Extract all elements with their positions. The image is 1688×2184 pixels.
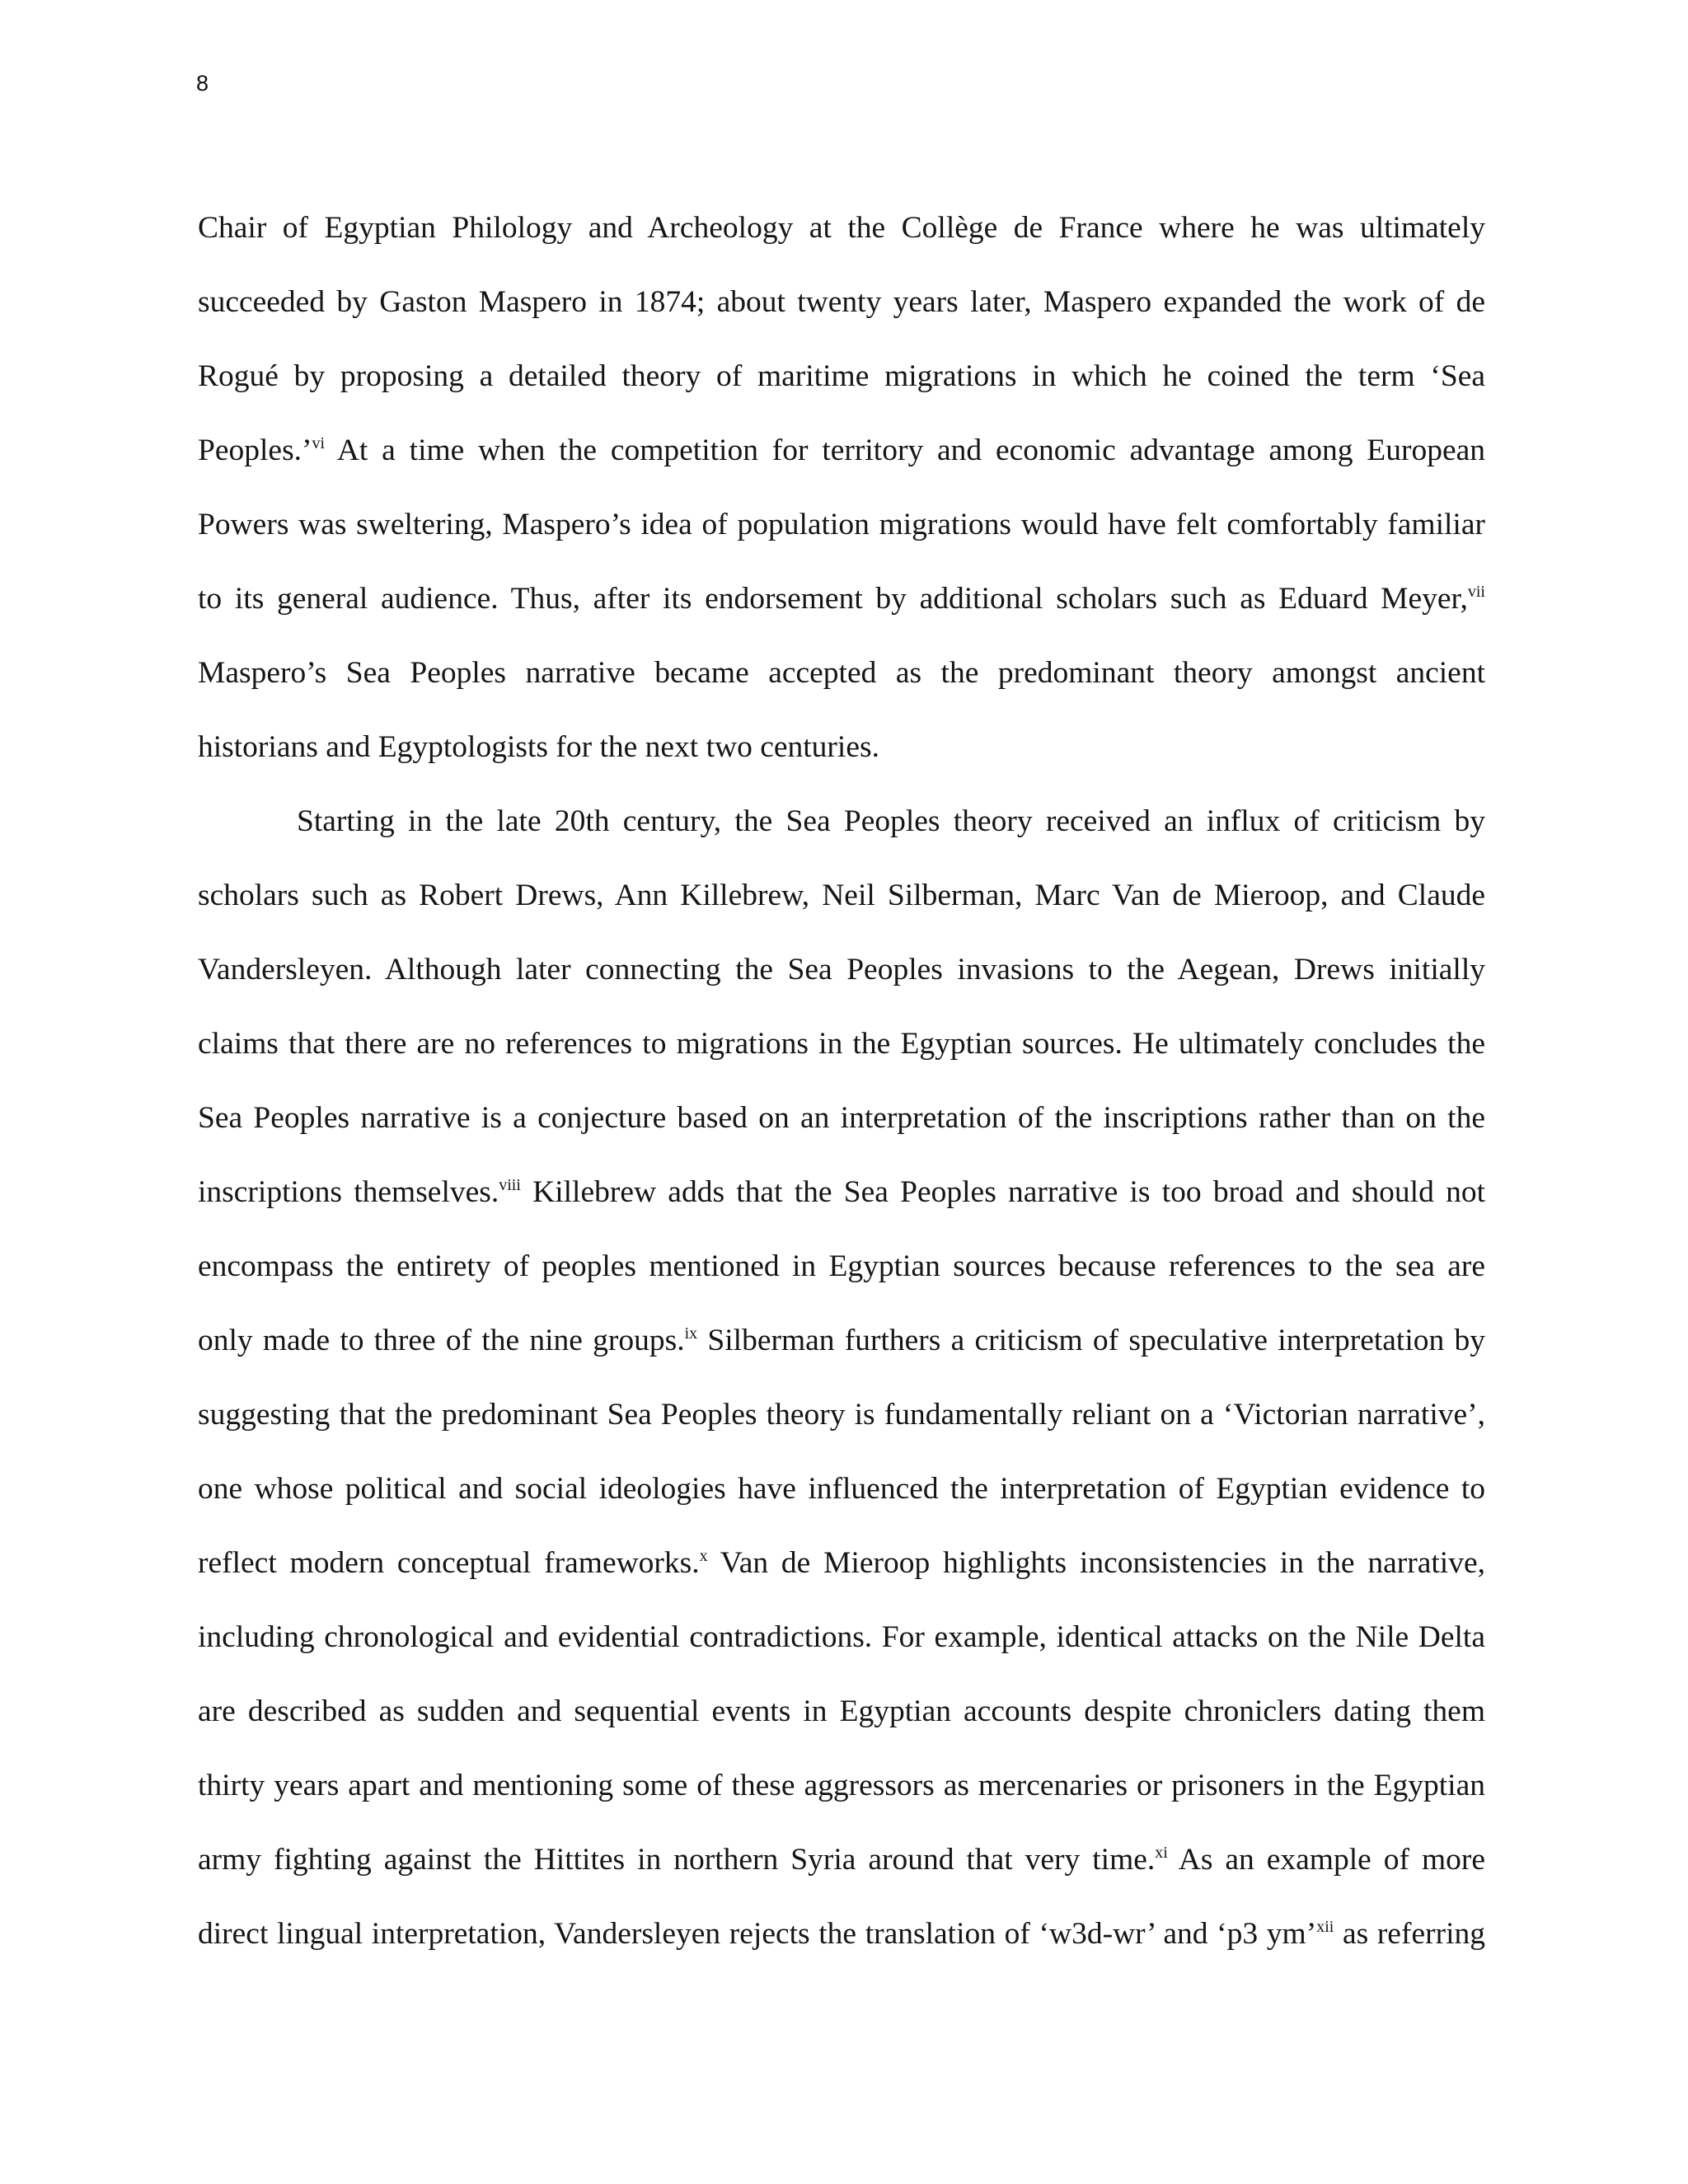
text-line: historians and Egyptologists for the next two centuries. — [198, 730, 879, 764]
text-run: Killebrew adds that the Sea Peoples narrative is too broad and should not — [520, 1175, 1485, 1209]
text-line: including chronological and evidential contradictions. For example, identical attacks on the Nile Delta — [198, 1620, 1485, 1654]
text-line: Chair of Egyptian Philology and Archeology at the Collège de France where he was ultimately — [198, 211, 1485, 245]
endnote-ref: vii — [1467, 583, 1485, 601]
endnote-ref: xii — [1316, 1918, 1334, 1936]
text-line: one whose political and social ideologies have influenced the interpretation of Egyptian evidence to — [198, 1472, 1485, 1506]
text-line: suggesting that the predominant Sea Peoples theory is fundamentally reliant on a ‘Victorian narrative’, — [198, 1398, 1485, 1432]
text-line — [198, 1526, 1485, 1601]
endnote-ref: ix — [684, 1324, 698, 1343]
text-line: scholars such as Robert Drews, Ann Killebrew, Neil Silberman, Marc Van de Mieroop, and Claude — [198, 879, 1485, 912]
text-run: At a time when the competition for territory and economic advantage among European — [325, 434, 1485, 467]
text-line: claims that there are no references to migrations in the Egyptian sources. He ultimately concludes the — [198, 1027, 1485, 1061]
text-run: as referring — [1334, 1917, 1485, 1951]
text-line: encompass the entirety of peoples mentioned in Egyptian sources because references to the sea are — [198, 1249, 1485, 1283]
text-run: to its general audience. Thus, after its endorsement by additional scholars such as Eduard Meyer, — [198, 582, 1468, 616]
text-run: Peoples.’ — [198, 434, 312, 467]
text-line: thirty years apart and mentioning some of these aggressors as mercenaries or prisoners in the Egyptian — [198, 1769, 1485, 1802]
page-number: 8 — [196, 71, 209, 96]
text-run: reflect modern conceptual frameworks. — [198, 1546, 700, 1580]
text-line: succeeded by Gaston Maspero in 1874; about twenty years later, Maspero expanded the work of de — [198, 285, 1485, 319]
text-line — [198, 414, 1485, 488]
text-line: Starting in the late 20th century, the Sea Peoples theory received an influx of criticism by — [297, 804, 1485, 838]
text-line — [198, 1155, 1485, 1230]
text-line: Rogué by proposing a detailed theory of maritime migrations in which he coined the term ‘Sea — [198, 359, 1485, 393]
text-line: are described as sudden and sequential events in Egyptian accounts despite chroniclers dating them — [198, 1694, 1485, 1728]
text-line: Maspero’s Sea Peoples narrative became accepted as the predominant theory amongst ancient — [198, 656, 1485, 690]
text-line: Powers was sweltering, Maspero’s idea of population migrations would have felt comfortably familiar — [198, 508, 1485, 541]
text-run: inscriptions themselves. — [198, 1175, 499, 1209]
text-run: Van de Mieroop highlights inconsistencies in the narrative, — [707, 1546, 1485, 1580]
text-run: direct lingual interpretation, Vandersleyen rejects the translation of ‘w3d-wr’ and ‘p3 ym’ — [198, 1917, 1317, 1951]
endnote-ref: vi — [312, 434, 326, 452]
endnote-ref: xi — [1155, 1844, 1168, 1862]
text-line — [198, 1823, 1485, 1897]
body-text — [198, 191, 1485, 1971]
text-run: only made to three of the nine groups. — [198, 1324, 685, 1357]
text-line — [198, 1897, 1485, 1971]
text-line: Sea Peoples narrative is a conjecture based on an interpretation of the inscriptions rather than on the — [198, 1101, 1485, 1135]
text-run: As an example of more — [1167, 1843, 1485, 1877]
endnote-ref: viii — [499, 1176, 521, 1194]
text-line: Vandersleyen. Although later connecting the Sea Peoples invasions to the Aegean, Drews initially — [198, 953, 1485, 987]
text-run: Silberman furthers a criticism of speculative interpretation by — [697, 1324, 1485, 1357]
text-line — [198, 1304, 1485, 1378]
endnote-ref: x — [699, 1547, 708, 1565]
text-run: army fighting against the Hittites in northern Syria around that very time. — [198, 1843, 1156, 1877]
text-line — [198, 562, 1485, 636]
